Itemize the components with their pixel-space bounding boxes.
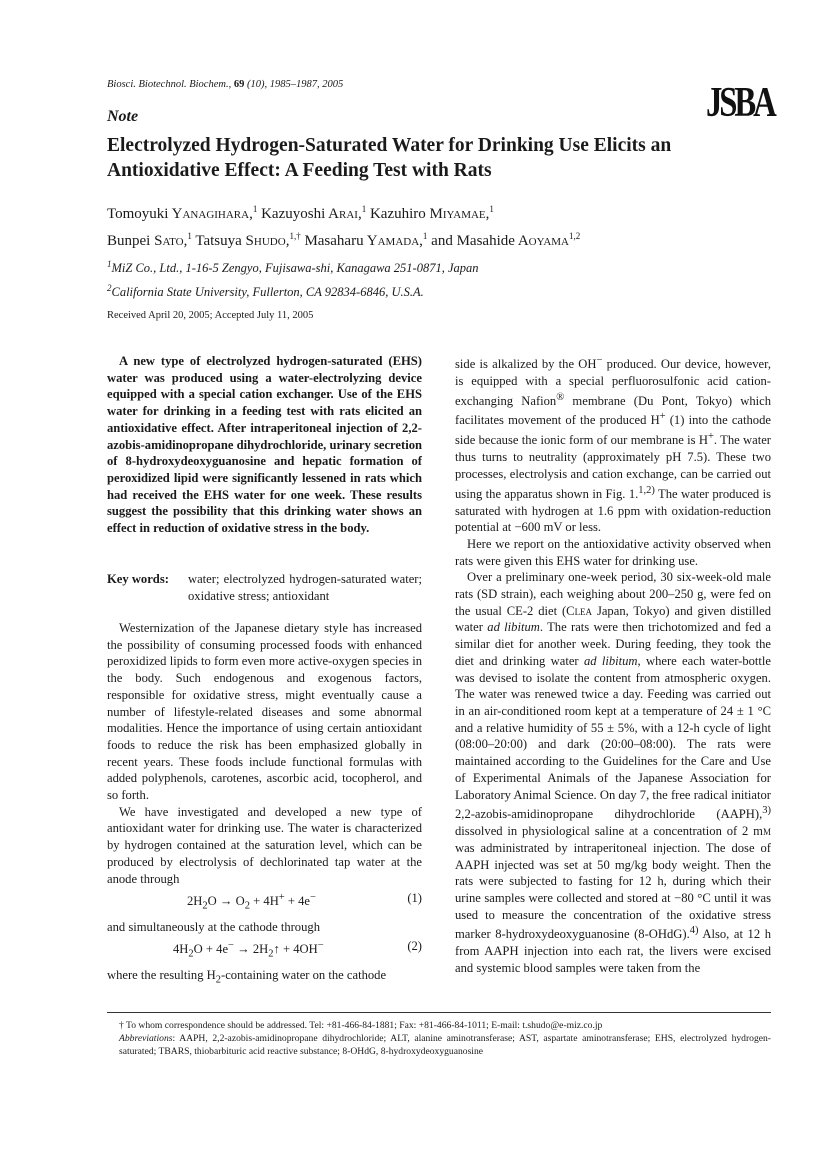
paragraph: and simultaneously at the cathode through xyxy=(107,919,320,934)
journal-issue-pages: (10), 1985–1987, 2005 xyxy=(244,79,344,90)
author-line-1: Tomoyuki Yanagihara,$^1$ Kazuyoshi Arai,$^1$ Kazuhiro Miyamae,$^1$ xyxy=(107,204,494,222)
jsba-logo: JSBA xyxy=(706,80,774,126)
equation-1 xyxy=(107,890,422,915)
author-list xyxy=(107,198,747,252)
paragraph: Westernization of the Japanese dietary style has increased the possibility of consuming processed foods with enhanced peroxidized lipids to form even more active-oxygen species in the body. Such endogenous and exogenous factors, responsible for oxidative stress, might eventually cause a number of lifestyle-related diseases and some abnormal modalities. Hence the importance of using certain antioxidant foods to reduce the risk has been emphasized globally in recent years. These foods include functional formulas with added polyphenols, carotenes, ascorbic acid, tocopherol, and so forth. xyxy=(107,621,422,803)
footnote-divider xyxy=(107,1012,771,1013)
paragraph: where the resulting $H_2$-containing water on the cathode xyxy=(107,967,387,986)
affiliations xyxy=(107,254,479,302)
author-line-2: Bunpei Sato,$^1$ Tatsuya Shudo,$^{1,\dagger}$ Masaharu Yamada,$^1$ and Masahide Aoyama$^{1,2}$ xyxy=(107,231,581,249)
body-left-column xyxy=(107,620,422,989)
affiliation-1: $^1$MiZ Co., Ltd., 1-16-5 Zengyo, Fujisawa-shi, Kanagawa 251-0871, Japan xyxy=(107,259,479,276)
keywords-text: water; electrolyzed hydrogen-saturated water; oxidative stress; antioxidant xyxy=(188,572,422,603)
abbreviations-footnote: Abbreviations: AAPH, 2,2-azobis-amidinopropane dihydrochloride; ALT, alanine aminotransferase; AST, aspartate aminotransferase; EHS, electrolyzed hydrogen-saturated; TBARS, thiobarbituric acid reactive substance; 8-OHdG, 8-hydroxydeoxyguanosine xyxy=(119,1033,771,1057)
footnotes xyxy=(107,1019,771,1058)
received-dates: Received April 20, 2005; Accepted July 11, 2005 xyxy=(107,310,314,321)
journal-volume: 69 xyxy=(233,79,245,90)
article-type: Note xyxy=(107,108,139,125)
abstract xyxy=(107,353,422,537)
journal-name: Biosci. Biotechnol. Biochem., xyxy=(107,79,232,90)
paragraph: Over a preliminary one-week period, 30 six-week-old male rats (SD strain), each weighing about 200–250 g, were fed on the usual CE-2 diet (Clea Japan, Tokyo) and given distilled water ad libitum. The rats were then trichotomized and fed a similar diet for another week. During feeding, they took the diet and drinking water ad libitum, where each water-bottle was devised to isolate the content from atmospheric oxygen. The water was renewed twice a day. Feeding was carried out in an air-conditioned room kept at a temperature of 24 ± 1 °C and a relative humidity of 55 ± 5%, with a 12-h cycle of light (08:00–20:00) and dark (20:00–08:00). The rats were maintained according to the Guidelines for the Care and Use of Experimental Animals of the Japanese Association for Laboratory Animal Science. On day 7, the free radical initiator 2,2-azobis-amidinopropane dihydrochloride (AAPH),$^{3)}$ dissolved in physiological saline at a concentration of 2 mm was administrated by intraperitoneal injection. The dose of AAPH injected was set at 50 mg/kg body weight. Then the rats were subjected to fasting for 12 h, during which their urine samples were collected and stored at −80 °C until it was used to measure the concentration of the oxidative stress marker 8-hydroxydeoxyguanosine (8-OHdG).$^{4)}$ Also, at 12 h from AAPH injection into each rat, the livers were excised and systemic blood samples were taken from the xyxy=(455,570,772,975)
keywords-label: Key words: xyxy=(107,572,169,586)
body-right-column xyxy=(455,353,771,977)
abstract-text: A new type of electrolyzed hydrogen-saturated (EHS) water was produced using a water-electrolyzing device equipped with a special cation exchanger. Use of the EHS water for drinking in a feeding test with rats elicited an antioxidative effect. After intraperitoneal injection of 2,2-azobis-amidinopropane dihydrochloride, urinary secretion of 8-hydroxydeoxyguanosine and hepatic formation of peroxidized lipid were significantly lessened in rats which had received the EHS water for one week. These results suggest the possibility that this drinking water shows an effect in reduction of oxidative stress in the body. xyxy=(107,354,422,536)
keywords xyxy=(107,571,422,604)
correspondence-footnote: † To whom correspondence should be addressed. Tel: +81-466-84-1881; Fax: +81-466-84-1011; E-mail: t.shudo@e-miz.co.jp xyxy=(119,1020,603,1031)
paragraph: We have investigated and developed a new type of antioxidant water for drinking use. The water is characterized by hydrogen contained at the saturation level, which can be produced by electrolysis of dechlorinated tap water at the anode through xyxy=(107,804,422,886)
equation-1-number: (1) xyxy=(407,891,422,906)
journal-citation xyxy=(107,79,343,90)
affiliation-2: $^2$California State University, Fullerton, CA 92834-6846, U.S.A. xyxy=(107,283,424,300)
paper-title: Electrolyzed Hydrogen-Saturated Water for Drinking Use Elicits an Antioxidative Effect: A Feeding Test with Rats xyxy=(107,135,672,181)
equation-2-expr: $4H_2O + 4e^-$ → $2H_2↑ + 4OH^-$ xyxy=(173,940,324,961)
equation-2 xyxy=(107,938,422,963)
equation-1-expr: $2H_2O \to O_2 + 4H^+ + 4e^-$ xyxy=(187,892,316,912)
paragraph: Here we report on the antioxidative activity observed when rats were given this EHS water for drinking use. xyxy=(455,536,771,568)
equation-2-number: (2) xyxy=(407,939,422,954)
paragraph: side is alkalized by the OH− produced. Our device, however, is equipped with a special perfluorosulfonic acid cation-exchanging Nafion® membrane (Du Pont, Tokyo) which facilitates movement of the produced H+ (1) into the cathode side because the ionic form of our membrane is H+. The water thus turns to neutrality (approximately pH 7.5). These two processes, electrolysis and cation exchange, can be carried out using the apparatus shown in Fig. 1.$^{1,2)}$ The water produced is saturated with hydrogen at 1.6 ppm with oxidation-reduction potential at −600 mV or less. xyxy=(455,355,771,535)
